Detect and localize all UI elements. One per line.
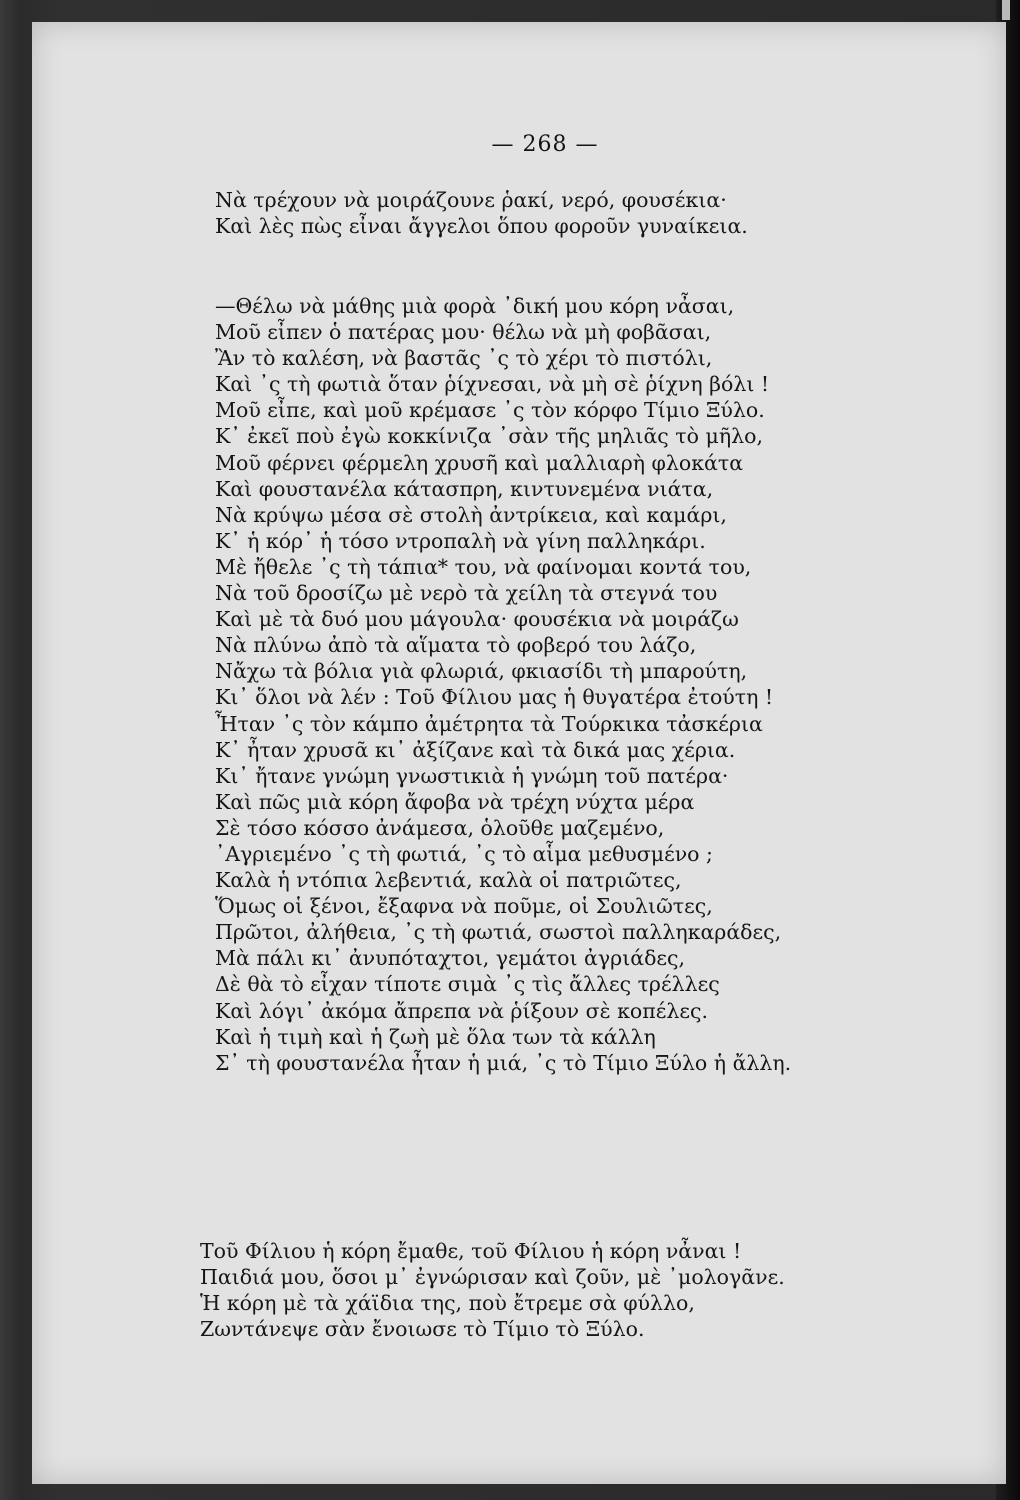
adjacent-page-sliver xyxy=(1002,0,1010,20)
verse-line: Ζωντάνεψε σὰν ἔνοιωσε τὸ Τίμιο τὸ Ξύλο. xyxy=(200,1317,645,1342)
verse-line: Καὶ φουστανέλα κάτασπρη, κιντυνεμένα νιάτα, xyxy=(215,476,714,501)
verse-line: Κι᾿ ἤτανε γνώμη γνωστικιὰ ἡ γνώμη τοῦ πατέρα· xyxy=(215,763,729,788)
verse-line: Καλὰ ἡ ντόπια λεβεντιά, καλὰ οἱ πατριῶτες, xyxy=(215,868,682,893)
verse-line: Καὶ λὲς πὼς εἶναι ἄγγελοι ὅπου φοροῦν γυναίκεια. xyxy=(215,214,748,239)
verse-line: Πρῶτοι, ἀλήθεια, ᾿ς τὴ φωτιά, σωστοὶ παλληκαράδες, xyxy=(215,920,782,945)
verse-line: Μοῦ φέρνει φέρμελη χρυσῆ καὶ μαλλιαρὴ φλοκάτα xyxy=(215,450,744,475)
verse-line: Ἡ κόρη μὲ τὰ χάϊδια της, ποὺ ἔτρεμε σὰ φύλλο, xyxy=(200,1291,695,1316)
page-number: — 268 — xyxy=(491,132,599,157)
verse-line: Μοῦ εἶπεν ὁ πατέρας μου· θέλω νὰ μὴ φοβᾶσαι, xyxy=(215,320,712,345)
stanza-1 xyxy=(215,187,748,239)
verse-line: Νὰ τρέχουν νὰ μοιράζουνε ῥακί, νερό, φουσέκια· xyxy=(215,188,727,212)
verse-line: Τοῦ Φίλιου ἡ κόρη ἔμαθε, τοῦ Φίλιου ἡ κόρη νἆναι ! xyxy=(200,1239,742,1263)
verse-line: Καὶ ἡ τιμὴ καὶ ἡ ζωὴ μὲ ὅλα των τὰ κάλλη xyxy=(215,1024,656,1049)
verse-line: Νἄχω τὰ βόλια γιὰ φλωριά, φκιασίδι τὴ μπαρούτη, xyxy=(215,659,748,684)
verse-line: Κ᾿ ἦταν χρυσᾶ κι᾿ ἀξίζανε καὶ τὰ δικά μας χέρια. xyxy=(215,737,736,762)
verse-line: ᾿Αγριεμένο ᾿ς τὴ φωτιά, ᾿ς τὸ αἷμα μεθυσμένο ; xyxy=(215,841,713,866)
verse-line xyxy=(215,1076,791,1102)
stanza-3 xyxy=(200,1238,785,1342)
verse-line: Παιδιά μου, ὅσοι μ᾿ ἐγνώρισαν καὶ ζοῦν, μὲ ᾿μολογᾶνε. xyxy=(200,1265,785,1290)
verse-line: Κ᾿ ἐκεῖ ποὺ ἐγὼ κοκκίνιζα ᾿σὰν τῆς μηλιᾶς τὸ μῆλο, xyxy=(215,424,763,449)
verse-line: Καὶ μὲ τὰ δυό μου μάγουλα· φουσέκια νὰ μοιράζω xyxy=(215,607,739,632)
verse-line: Καὶ λόγι᾿ ἀκόμα ἄπρεπα νὰ ῥίξουν σὲ κοπέλες. xyxy=(215,998,708,1023)
verse-line: Δὲ θὰ τὸ εἶχαν τίποτε σιμὰ ᾿ς τὶς ἄλλες τρέλλες xyxy=(215,972,720,997)
verse-line: —Θέλω νὰ μάθης μιὰ φορὰ ᾿δική μου κόρη νἆσαι, xyxy=(215,294,735,318)
verse-line: Ἂν τὸ καλέση, νὰ βαστᾶς ᾿ς τὸ χέρι τὸ πιστόλι, xyxy=(215,346,713,371)
verse-line: Μὲ ἤθελε ᾿ς τὴ τάπια* του, νὰ φαίνομαι κοντά του, xyxy=(215,554,752,579)
verse-line: Καὶ ᾿ς τὴ φωτιὰ ὅταν ῥίχνεσαι, νὰ μὴ σὲ ῥίχνη βόλι ! xyxy=(215,372,770,397)
verse-line: Σὲ τόσο κόσσο ἀνάμεσα, ὁλοῦθε μαζεμένο, xyxy=(215,815,665,840)
verse-line: Ὅμως οἱ ξένοι, ἔξαφνα νὰ ποῦμε, οἱ Σουλιῶτες, xyxy=(215,894,713,919)
verse-line: Κι᾿ ὅλοι νὰ λέν : Τοῦ Φίλιου μας ἡ θυγατέρα ἐτούτη ! xyxy=(215,685,774,710)
stanza-2 xyxy=(215,293,791,1102)
verse-line: Νὰ πλύνω ἀπὸ τὰ αἵματα τὸ φοβερό του λάζο, xyxy=(215,633,697,658)
verse-line: Μὰ πάλι κι᾿ ἀνυπόταχτοι, γεμάτοι ἀγριάδες, xyxy=(215,946,686,971)
verse-line: Ἦταν ᾿ς τὸν κάμπο ἀμέτρητα τὰ Τούρκικα τἀσκέρια xyxy=(215,711,763,736)
verse-line: Σ᾿ τὴ φουστανέλα ἦταν ἡ μιά, ᾿ς τὸ Τίμιο Ξύλο ἡ ἄλλη. xyxy=(215,1050,792,1075)
verse-line: Νὰ κρύψω μέσα σὲ στολὴ ἀντρίκεια, καὶ καμάρι, xyxy=(215,502,727,527)
verse-line: Καὶ πῶς μιὰ κόρη ἄφοβα νὰ τρέχη νύχτα μέρα xyxy=(215,789,695,814)
verse-line: Νὰ τοῦ δροσίζω μὲ νερὸ τὰ χείλη τὰ στεγνά του xyxy=(215,581,718,606)
verse-line: Κ᾿ ἡ κόρ᾿ ἡ τόσο ντροπαλὴ νὰ γίνη παλληκάρι. xyxy=(215,528,706,553)
verse-line: Μοῦ εἶπε, καὶ μοῦ κρέμασε ᾿ς τὸν κόρφο Τίμιο Ξύλο. xyxy=(215,398,765,423)
